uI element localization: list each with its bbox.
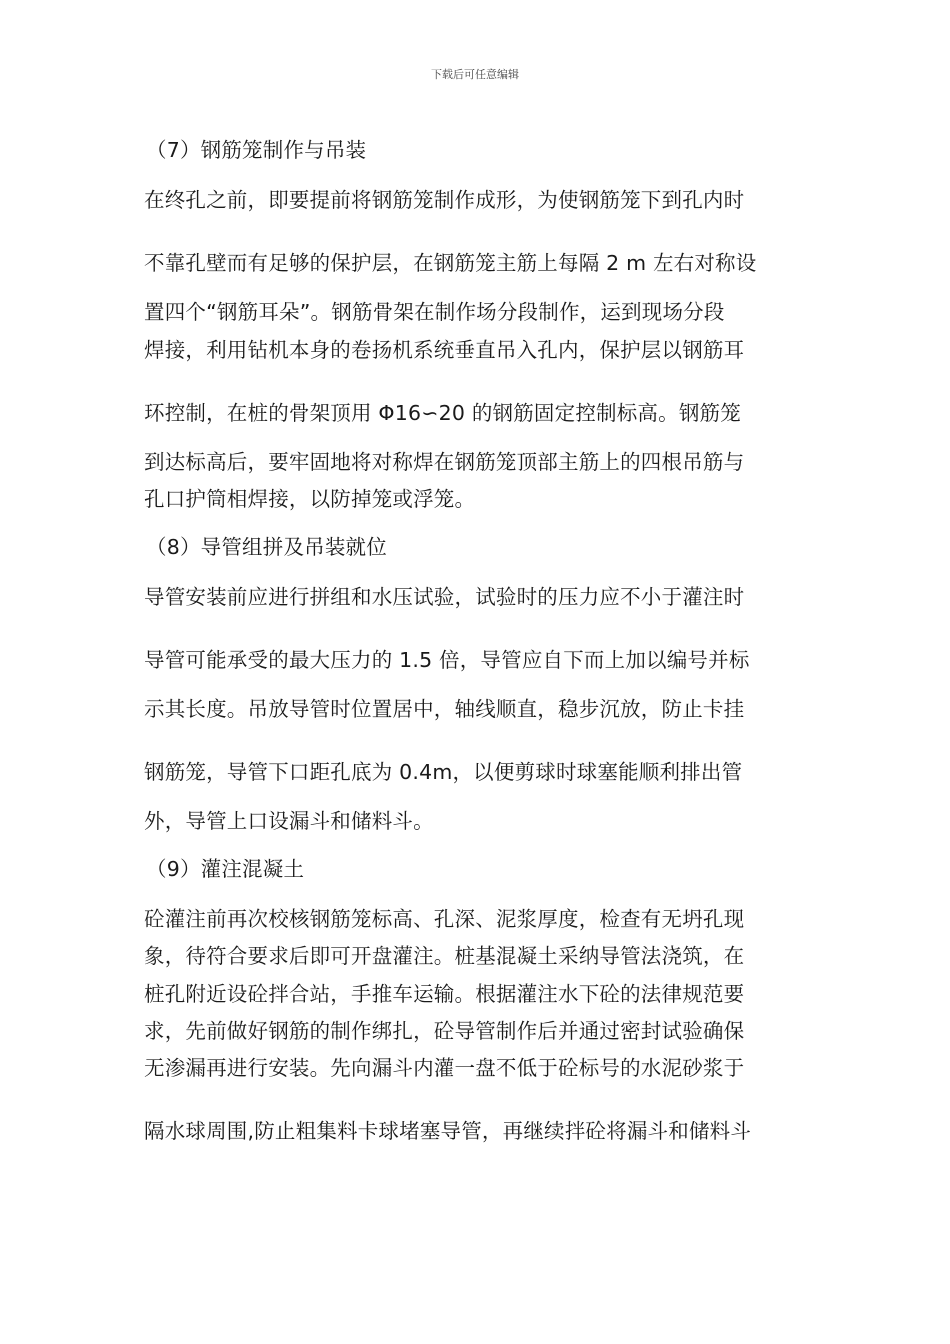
- paragraph-line: 到达标高后，要牢固地将对称焊在钢筋笼顶部主筋上的四根吊筋与: [144, 450, 745, 474]
- section-heading-8: （8）导管组拼及吊装就位: [146, 535, 387, 559]
- paragraph-line: 隔水球周围,防止粗集料卡球堵塞导管，再继续拌砼将漏斗和储料斗: [144, 1119, 752, 1143]
- paragraph-line: 环控制，在桩的骨架顶用 Φ16∽20 的钢筋固定控制标高。钢筋笼: [144, 401, 741, 425]
- section-heading-9: （9）灌注混凝土: [146, 857, 305, 881]
- paragraph-line: 孔口护筒相焊接，以防掉笼或浮笼。: [144, 487, 476, 511]
- paragraph-line: 砼灌注前再次校核钢筋笼标高、孔深、泥浆厚度，检查有无坍孔现: [144, 907, 745, 931]
- paragraph-line: 求，先前做好钢筋的制作绑扎，砼导管制作后并通过密封试验确保: [144, 1019, 745, 1043]
- page-header: 下载后可任意编辑: [431, 68, 519, 81]
- paragraph-line: 置四个“钢筋耳朵”。钢筋骨架在制作场分段制作，运到现场分段: [144, 300, 725, 324]
- paragraph-line: 在终孔之前，即要提前将钢筋笼制作成形，为使钢筋笼下到孔内时: [144, 188, 745, 212]
- paragraph-line: 象，待符合要求后即可开盘灌注。桩基混凝土采纳导管法浇筑，在: [144, 944, 745, 968]
- paragraph-line: 焊接，利用钻机本身的卷扬机系统垂直吊入孔内，保护层以钢筋耳: [144, 338, 745, 362]
- paragraph-line: 不靠孔壁而有足够的保护层，在钢筋笼主筋上每隔 2 m 左右对称设: [144, 251, 757, 275]
- paragraph-line: 钢筋笼，导管下口距孔底为 0.4m，以便剪球时球塞能顺利排出管: [144, 760, 743, 784]
- paragraph-line: 导管安装前应进行拼组和水压试验，试验时的压力应不小于灌注时: [144, 585, 745, 609]
- paragraph-line: 导管可能承受的最大压力的 1.5 倍，导管应自下而上加以编号并标: [144, 648, 750, 672]
- paragraph-line: 无渗漏再进行安装。先向漏斗内灌一盘不低于砼标号的水泥砂浆于: [144, 1056, 745, 1080]
- paragraph-line: 外，导管上口设漏斗和储料斗。: [144, 809, 434, 833]
- paragraph-line: 桩孔附近设砼拌合站，手推车运输。根据灌注水下砼的法律规范要: [144, 982, 745, 1006]
- section-heading-7: （7）钢筋笼制作与吊装: [146, 138, 367, 162]
- paragraph-line: 示其长度。吊放导管时位置居中，轴线顺直，稳步沉放，防止卡挂: [144, 697, 745, 721]
